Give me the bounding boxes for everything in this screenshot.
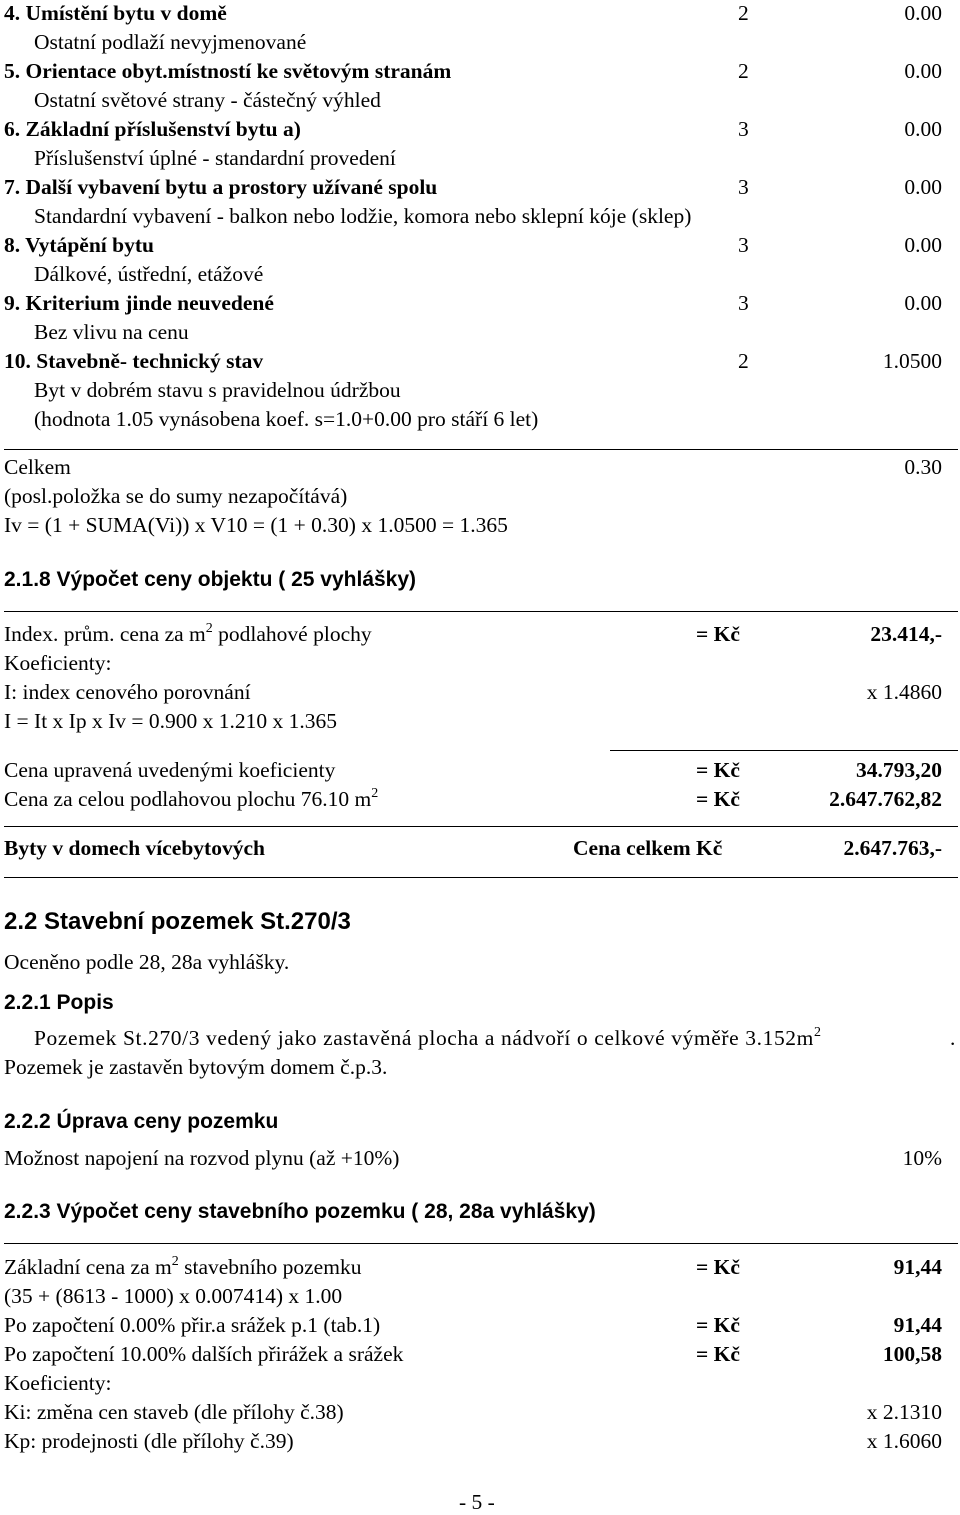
section-heading-222: 2.2.2 Úprava ceny pozemku: [4, 1110, 279, 1133]
criterion-8-desc: Dálkové, ústřední, etážové: [34, 262, 264, 286]
coefficients-label: Koeficienty:: [4, 651, 112, 675]
superscript: 2: [813, 1025, 822, 1040]
ki-value: x 2.1310: [866, 1400, 942, 1424]
criterion-9-coef: 0.00: [904, 291, 942, 315]
divider: [4, 877, 958, 878]
divider: [4, 826, 958, 827]
description-line-1-end: .: [950, 1026, 956, 1050]
adjusted-price-label: Cena upravená uvedenými koeficienty: [4, 758, 336, 782]
criterion-10-points: 2: [738, 349, 749, 373]
adjusted-price-value: 34.793,20: [856, 758, 942, 782]
criterion-4-coef: 0.00: [904, 1, 942, 25]
criterion-8-coef: 0.00: [904, 233, 942, 257]
section-heading-223: 2.2.3 Výpočet ceny stavebního pozemku ( 28, 28a vyhlášky): [4, 1200, 596, 1223]
result-mid-label: Cena celkem Kč: [573, 836, 723, 860]
description-line-1: Pozemek St.270/3 vedený jako zastavěná plocha a nádvoří o celkové výměře $3.152m^2$: [34, 1025, 822, 1050]
criterion-6-coef: 0.00: [904, 117, 942, 141]
criterion-10-desc-2: (hodnota 1.05 vynásobena koef. s=1.0+0.00 pro stáří 6 let): [34, 407, 539, 431]
base-price-formula: (35 + (8613 - 1000) x 0.007414) x 1.00: [4, 1284, 343, 1308]
criterion-8-points: 3: [738, 233, 749, 257]
page-number: - 5 -: [459, 1490, 495, 1514]
total-note: (posl.položka se do sumy nezapočítává): [4, 484, 348, 508]
superscript: 2: [205, 621, 213, 636]
kp-value: x 1.6060: [866, 1429, 942, 1453]
criterion-4-desc: Ostatní podlaží nevyjmenované: [34, 30, 307, 54]
divider: [4, 449, 958, 450]
description-line-2: Pozemek je zastavěn bytovým domem č.p.3.: [4, 1055, 388, 1079]
criterion-9-title: 9. Kriterium jinde neuvedené: [4, 291, 274, 315]
result-value: 2.647.763,-: [843, 836, 942, 860]
criterion-7-points: 3: [738, 175, 749, 199]
whole-area-price-value: 2.647.762,82: [829, 787, 942, 811]
criterion-10-coef: 1.0500: [882, 349, 942, 373]
divider: [610, 750, 958, 751]
index-price-value: 23.414,-: [870, 622, 942, 646]
gas-connection-label: Možnost napojení na rozvod plynu (až +10%): [4, 1146, 400, 1170]
divider: [4, 1243, 958, 1244]
superscript: 2: [171, 1254, 179, 1269]
adjustment-2-value: 100,58: [882, 1342, 942, 1366]
whole-area-price-eq: = Kč: [696, 787, 740, 811]
criterion-4-points: 2: [738, 1, 749, 25]
criterion-6-points: 3: [738, 117, 749, 141]
base-price-value: 91,44: [893, 1255, 942, 1279]
section-heading-221: 2.2.1 Popis: [4, 991, 114, 1014]
criterion-9-desc: Bez vlivu na cenu: [34, 320, 189, 344]
adjustment-2-label: Po započtení 10.00% dalších přirážek a srážek: [4, 1342, 404, 1366]
criterion-4-title: 4. Umístění bytu v domě: [4, 1, 227, 25]
criterion-6-desc: Příslušenství úplné - standardní provedení: [34, 146, 396, 170]
whole-area-price-label: Cena za celou podlahovou plochu 76.10 $m^2$: [4, 786, 379, 811]
valuation-basis: Oceněno podle 28, 28a vyhlášky.: [4, 950, 290, 974]
coefficients-label: Koeficienty:: [4, 1371, 112, 1395]
total-label: Celkem: [4, 455, 71, 479]
index-price-label: Index. prům. cena za $m^2$ podlahové plochy: [4, 621, 372, 646]
base-price-label: Základní cena za $m^2$ stavebního pozemku: [4, 1254, 362, 1279]
criterion-10-desc-1: Byt v dobrém stavu s pravidelnou údržbou: [34, 378, 401, 402]
criterion-6-title: 6. Základní příslušenství bytu a): [4, 117, 301, 141]
criterion-5-title: 5. Orientace obyt.místností ke světovým stranám: [4, 59, 452, 83]
criterion-7-desc: Standardní vybavení - balkon nebo lodžie, komora nebo sklepní kóje (sklep): [34, 204, 692, 228]
kp-label: Kp: prodejnosti (dle přílohy č.39): [4, 1429, 294, 1453]
section-heading-22: 2.2 Stavební pozemek St.270/3: [4, 908, 351, 935]
adjustment-2-eq: = Kč: [696, 1342, 740, 1366]
section-heading-218: 2.1.8 Výpočet ceny objektu ( 25 vyhlášky): [4, 568, 417, 591]
criterion-9-points: 3: [738, 291, 749, 315]
index-i-value: x 1.4860: [866, 680, 942, 704]
criterion-7-title: 7. Další vybavení bytu a prostory užívané spolu: [4, 175, 438, 199]
criterion-5-desc: Ostatní světové strany - částečný výhled: [34, 88, 381, 112]
criterion-5-points: 2: [738, 59, 749, 83]
superscript: 2: [371, 786, 379, 801]
adjustment-1-value: 91,44: [893, 1313, 942, 1337]
base-price-eq: = Kč: [696, 1255, 740, 1279]
adjustment-1-label: Po započtení 0.00% přir.a srážek p.1 (tab.1): [4, 1313, 381, 1337]
divider: [4, 611, 958, 612]
adjustment-1-eq: = Kč: [696, 1313, 740, 1337]
gas-connection-value: 10%: [902, 1146, 942, 1170]
criterion-7-coef: 0.00: [904, 175, 942, 199]
ki-label: Ki: změna cen staveb (dle přílohy č.38): [4, 1400, 344, 1424]
adjusted-price-eq: = Kč: [696, 758, 740, 782]
criterion-5-coef: 0.00: [904, 59, 942, 83]
result-label: Byty v domech vícebytových: [4, 836, 265, 860]
total-formula: Iv = (1 + SUMA(Vi)) x V10 = (1 + 0.30) x 1.0500 = 1.365: [4, 513, 508, 537]
total-value: 0.30: [904, 455, 942, 479]
index-i-label: I: index cenového porovnání: [4, 680, 251, 704]
criterion-8-title: 8. Vytápění bytu: [4, 233, 154, 257]
index-i-formula: I = It x Ip x Iv = 0.900 x 1.210 x 1.365: [4, 709, 337, 733]
criterion-10-title: 10. Stavebně- technický stav: [4, 349, 264, 373]
index-price-eq: = Kč: [696, 622, 740, 646]
